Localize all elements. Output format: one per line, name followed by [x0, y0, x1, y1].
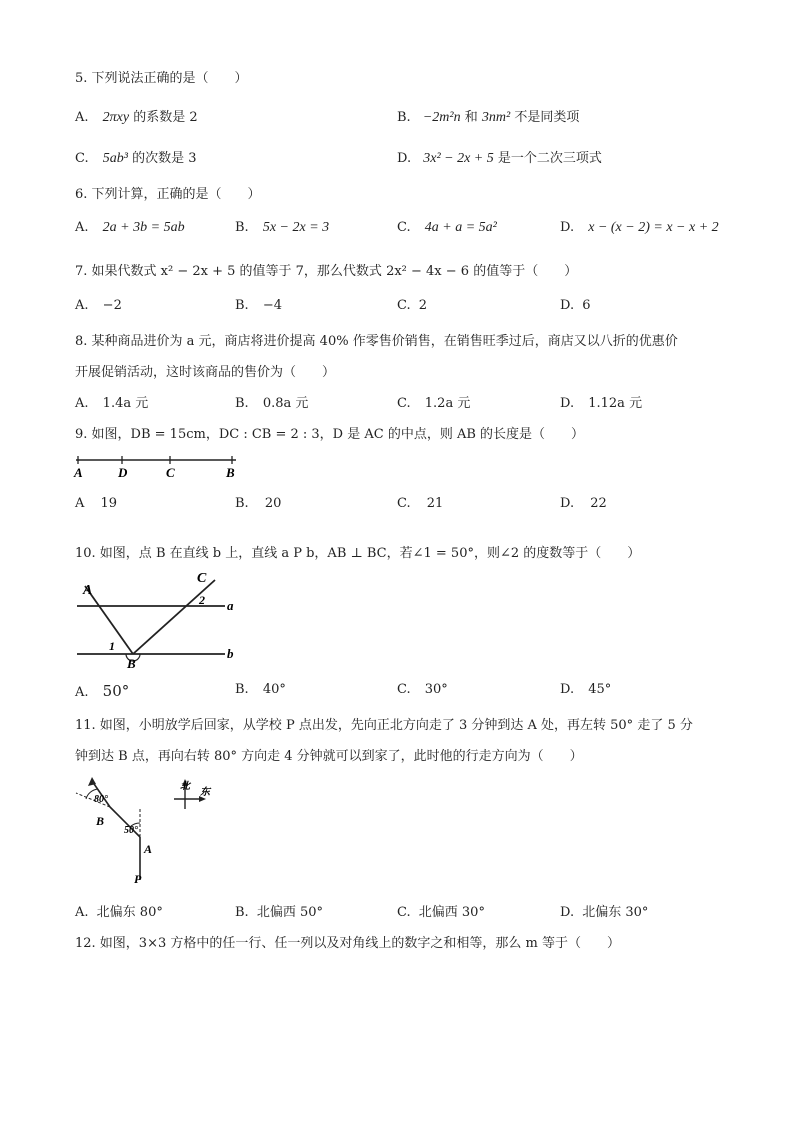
- option-label: B.: [235, 396, 249, 411]
- option-label: A.: [75, 110, 89, 125]
- option-label: A.: [75, 396, 89, 411]
- q10-stem: 10. 如图，点 B 在直线 b 上，直线 a P b，AB ⊥ BC，若∠1 = 50°，则∠2 的度数等于（ ）: [75, 546, 641, 561]
- option-text: 北偏西 30°: [418, 905, 485, 920]
- option-label: D.: [397, 151, 412, 166]
- option-label: A.: [75, 905, 89, 920]
- q8-option-d[interactable]: [560, 392, 642, 411]
- option-text: 是一个二次三项式: [497, 151, 602, 166]
- option-label: A: [75, 496, 85, 511]
- q6-stem: 6. 下列计算，正确的是（ ）: [75, 187, 261, 202]
- option-text: 的次数是 3: [132, 151, 197, 166]
- option-text: −2: [102, 298, 122, 313]
- q10-option-d[interactable]: [560, 682, 611, 697]
- option-math: 3x² − 2x + 5: [423, 151, 494, 166]
- option-text: 50°: [102, 682, 130, 700]
- label-b-point: B: [127, 656, 136, 670]
- option-text: 21: [426, 496, 444, 511]
- option-text: 1.4a 元: [102, 396, 149, 411]
- q5-stem: 5. 下列说法正确的是（ ）: [75, 71, 248, 86]
- label-line-b: b: [227, 646, 234, 661]
- option-label: B.: [235, 905, 249, 920]
- option-math: 4a + a = 5a²: [424, 220, 497, 235]
- q9-option-d[interactable]: [560, 496, 607, 511]
- option-math: 5x − 2x = 3: [262, 220, 330, 235]
- q11-option-c[interactable]: [397, 901, 485, 920]
- option-text: 20: [264, 496, 282, 511]
- q10-option-c[interactable]: [397, 682, 448, 697]
- q12-stem: 12. 如图，3×3 方格中的任一行、任一列以及对角线上的数字之和相等，那么 m 等于（ ）: [75, 936, 620, 951]
- option-label: D.: [560, 298, 575, 313]
- option-label: B.: [397, 110, 411, 125]
- q7-option-b[interactable]: [235, 298, 282, 313]
- option-label: B.: [235, 298, 249, 313]
- q7-stem: 7. 如果代数式 x² − 2x + 5 的值等于 7，那么代数式 2x² − 4x − 6 的值等于（ ）: [75, 264, 578, 279]
- label-50-degrees: 50°: [124, 825, 138, 836]
- q8-stem-cont: 开展促销活动，这时该商品的售价为（ ）: [75, 365, 336, 380]
- option-text: 19: [100, 496, 118, 511]
- q8-option-c[interactable]: [397, 392, 470, 411]
- option-math: 5ab³: [102, 151, 128, 166]
- option-math: 2πxy: [102, 110, 130, 125]
- segment-bc: [133, 580, 215, 654]
- option-text: 和: [464, 110, 478, 125]
- option-label: D.: [560, 396, 575, 411]
- option-text: 1.2a 元: [424, 396, 471, 411]
- option-text: 的系数是 2: [133, 110, 198, 125]
- q10-option-a[interactable]: [75, 682, 129, 700]
- label-p: P: [134, 872, 142, 886]
- q9-option-c[interactable]: [397, 496, 443, 511]
- option-text: 北偏东 80°: [96, 905, 163, 920]
- label-80-degrees: 80°: [94, 794, 108, 805]
- option-text: 1.12a 元: [588, 396, 643, 411]
- q11-stem-cont: 钟到达 B 点，再向右转 80° 方向走 4 分钟就可以到家了，此时他的行走方向为（ ）: [75, 749, 583, 764]
- option-label: B.: [235, 220, 249, 235]
- option-text: 北偏西 50°: [256, 905, 324, 920]
- q7-option-d[interactable]: [560, 298, 591, 313]
- label-a: A: [74, 465, 83, 479]
- label-a: A: [144, 842, 153, 856]
- option-label: D.: [560, 220, 575, 235]
- label-angle-1: 1: [109, 639, 115, 653]
- q11-option-a[interactable]: [75, 901, 163, 920]
- label-c-point: C: [197, 571, 207, 586]
- option-math-2: 3nm²: [481, 110, 511, 125]
- option-label: A.: [75, 298, 89, 313]
- q9-stem: 9. 如图，DB = 15cm，DC : CB = 2 : 3，D 是 AC 的中点，则 AB 的长度是（ ）: [75, 427, 585, 442]
- q10-parallel-lines-figure: [75, 570, 250, 670]
- option-text: 2: [418, 298, 428, 313]
- label-b: B: [226, 465, 235, 479]
- option-label: C.: [397, 496, 411, 511]
- option-label: C.: [397, 298, 411, 313]
- option-label: D.: [560, 496, 575, 511]
- option-label: A.: [75, 220, 89, 235]
- option-label: C.: [397, 396, 411, 411]
- option-label: D.: [560, 682, 575, 697]
- q10-option-b[interactable]: [235, 682, 286, 697]
- q5-option-c[interactable]: [75, 147, 197, 167]
- option-text: 30°: [424, 682, 448, 697]
- option-text-2: 不是同类项: [514, 110, 580, 125]
- label-east: 东: [200, 787, 210, 798]
- q5-option-a[interactable]: [75, 106, 198, 126]
- option-label: B.: [235, 682, 249, 697]
- q9-option-a[interactable]: [75, 496, 117, 511]
- label-b: B: [96, 814, 105, 828]
- option-label: A.: [75, 685, 89, 700]
- q9-option-b[interactable]: [235, 496, 281, 511]
- option-math: 2a + 3b = 5ab: [102, 220, 185, 235]
- label-c: C: [166, 465, 175, 479]
- label-a-point: A: [83, 583, 93, 598]
- option-text: 40°: [262, 682, 286, 697]
- option-label: C.: [397, 220, 411, 235]
- q11-stem: 11. 如图，小明放学后回家，从学校 P 点出发，先向正北方向走了 3 分钟到达 A 处，再左转 50° 走了 5 分: [75, 718, 693, 733]
- option-label: B.: [235, 496, 249, 511]
- option-label: C.: [397, 682, 411, 697]
- q9-segment-figure: [72, 453, 247, 479]
- label-line-a: a: [227, 598, 234, 613]
- q8-option-a[interactable]: [75, 392, 148, 411]
- q6-option-b[interactable]: [235, 220, 329, 236]
- q7-option-c[interactable]: [397, 298, 427, 313]
- option-text: 22: [590, 496, 607, 511]
- q8-option-b[interactable]: [235, 392, 308, 411]
- option-math: x − (x − 2) = x − x + 2: [588, 220, 719, 235]
- q8-stem: 8. 某种商品进价为 a 元，商店将进价提高 40% 作零售价销售，在销售旺季过后，商店又以八折的优惠价: [75, 334, 678, 349]
- option-label: D.: [560, 905, 575, 920]
- label-north: 北: [180, 781, 190, 792]
- q6-option-c[interactable]: [397, 220, 497, 236]
- q11-option-b[interactable]: [235, 901, 323, 920]
- q11-route-figure: [72, 775, 222, 887]
- option-text: 45°: [588, 682, 612, 697]
- option-text: 0.8a 元: [262, 396, 309, 411]
- option-text: 6: [582, 298, 591, 313]
- option-label: C.: [75, 151, 89, 166]
- option-math: −2m²n: [422, 110, 461, 125]
- label-angle-2: 2: [199, 593, 205, 607]
- option-label: C.: [397, 905, 411, 920]
- option-text: 北偏东 30°: [582, 905, 649, 920]
- q6-option-d[interactable]: [560, 220, 719, 236]
- q11-option-d[interactable]: [560, 901, 648, 920]
- q5-option-d[interactable]: [397, 147, 602, 167]
- q7-option-a[interactable]: [75, 298, 122, 313]
- option-text: −4: [262, 298, 282, 313]
- q5-option-b[interactable]: [397, 106, 579, 126]
- q6-option-a[interactable]: [75, 220, 185, 236]
- label-d: D: [118, 465, 128, 479]
